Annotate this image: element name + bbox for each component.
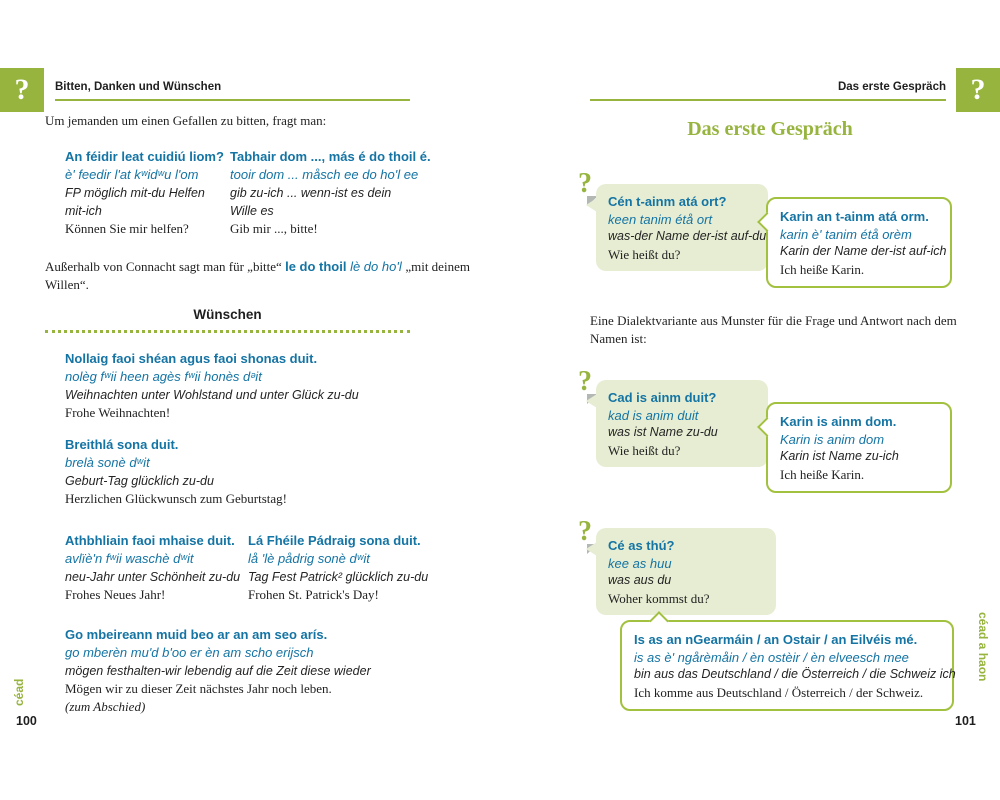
phonetic-line: Karin is anim dom (780, 431, 885, 447)
phonetic-line: è' feedir l'at kʷidʷu l'om (65, 167, 199, 182)
question-bubble (596, 528, 776, 615)
margin-label-left: céad (12, 678, 26, 706)
gloss-line: gib zu-ich ... wenn-ist es dein (230, 186, 392, 200)
irish-line: An féidir leat cuidiú liom? (65, 149, 224, 164)
note-irish-phrase: le do thoil (285, 259, 347, 274)
german-line: Ich heiße Karin. (780, 466, 865, 482)
irish-line: Karin is ainm dom. (780, 414, 897, 429)
german-line: Woher kommst du? (608, 590, 710, 606)
german-line: Wie heißt du? (608, 442, 681, 458)
irish-line: Cé as thú? (608, 538, 675, 553)
section-title: Wünschen (193, 307, 262, 322)
gloss-line: Wille es (230, 204, 274, 218)
irish-line: Is as an nGearmáin / an Ostair / an Eilvéis mé. (634, 632, 918, 647)
phonetic-line: is as è' ngårèmåin / èn ostèir / èn elveesch mee (634, 649, 909, 665)
gloss-line: Karin der Name der-ist auf-ich (780, 244, 947, 258)
phrase-block (248, 532, 428, 604)
phrase-block (65, 148, 225, 238)
phrase-block (230, 148, 431, 238)
dotted-divider (45, 330, 410, 333)
gloss-line: Karin ist Name zu-ich (780, 449, 899, 463)
question-bubble (596, 184, 768, 271)
page-number-left: 100 (16, 714, 37, 728)
phonetic-line: kad is anim duit (608, 407, 699, 423)
german-line: Können Sie mir helfen? (65, 221, 189, 236)
german-line: Gib mir ..., bitte! (230, 221, 318, 236)
german-line: Ich komme aus Deutschland / Österreich / der Schweiz. (634, 684, 924, 700)
phrase-block (65, 350, 415, 422)
german-line: Mögen wir zu dieser Zeit nächstes Jahr noch leben. (65, 681, 332, 696)
question-mark-icon (956, 68, 1000, 112)
bubble-tail (586, 198, 597, 212)
phonetic-line: tooir dom ... måsch ee do ho'l ee (230, 167, 419, 182)
bubble-tail (586, 394, 597, 408)
irish-line: Nollaig faoi shéan agus faoi shonas duit. (65, 351, 318, 366)
page-number-right: 101 (955, 714, 976, 728)
phonetic-line: kee as huu (608, 555, 672, 571)
question-mark-glyph: ? (970, 73, 986, 106)
gloss-line: mit-ich (65, 204, 102, 218)
irish-line: Lá Fhéile Pádraig sona duit. (248, 533, 421, 548)
header-rule-right (590, 99, 946, 101)
header-rule-left (55, 99, 410, 101)
answer-bubble (766, 197, 952, 288)
question-mark-glyph: ? (578, 516, 592, 547)
gloss-line: bin aus das Deutschland / die Österreich / die Schweiz ich (634, 667, 956, 681)
phonetic-line: go mberèn mu'd b'oo er èn am scho erijsch (65, 645, 314, 660)
irish-line: Tabhair dom ..., más é do thoil é. (230, 149, 431, 164)
phonetic-line: nolèg fʷii heen agès fʷii honès dᵊit (65, 369, 262, 384)
german-line: Wie heißt du? (608, 246, 681, 262)
question-mark-glyph: ? (14, 73, 30, 106)
irish-line: Breithlá sona duit. (65, 437, 179, 452)
running-header-right: Das erste Gespräch (837, 81, 946, 93)
irish-line: Go mbeireann muid beo ar an am seo arís. (65, 627, 328, 642)
phonetic-line: karin è' tanim étå orèm (780, 226, 912, 242)
german-line: Frohe Weihnachten! (65, 405, 171, 420)
intro-paragraph: Um jemanden um einen Gefallen zu bitten, fragt man: (45, 113, 327, 128)
bubble-tail (586, 542, 597, 556)
gloss-line: Tag Fest Patrick² glücklich zu-du (248, 570, 429, 584)
question-bubble (596, 380, 768, 467)
irish-line: Athbhliain faoi mhaise duit. (65, 533, 235, 548)
phrase-block (65, 436, 415, 508)
margin-label-right: céad a haon (976, 612, 990, 682)
irish-line: Cén t-ainm atá ort? (608, 194, 727, 209)
phonetic-line: lå 'lè pådrig sonè dʷit (248, 551, 370, 566)
phonetic-line: avlïè'n fʷii waschè dʷit (65, 551, 194, 566)
irish-line: Cad is ainm duit? (608, 390, 717, 405)
chapter-title: Das erste Gespräch (687, 118, 853, 140)
german-line: Ich heiße Karin. (780, 261, 865, 277)
phonetic-line: keen tanim étå ort (608, 211, 713, 227)
body-paragraph: Eine Dialektvariante aus Munster für die Frage und Antwort nach dem Namen ist: (590, 313, 957, 346)
gloss-line: Weihnachten unter Wohlstand und unter Glück zu-du (65, 388, 359, 402)
gloss-line: neu-Jahr unter Schönheit zu-du (65, 570, 241, 584)
gloss-line: Geburt-Tag glücklich zu-du (65, 474, 214, 488)
irish-line: Karin an t-ainm atá orm. (780, 209, 929, 224)
german-line: Herzlichen Glückwunsch zum Geburtstag! (65, 491, 288, 506)
running-header-left: Bitten, Danken und Wünschen (55, 81, 222, 93)
note-text: „mit deinem Willen“. (45, 259, 470, 292)
usage-note: (zum Abschied) (65, 699, 146, 714)
question-mark-glyph: ? (578, 168, 592, 199)
question-mark-glyph: ? (578, 366, 592, 397)
note-paragraph (45, 258, 475, 294)
answer-bubble (766, 402, 952, 493)
gloss-line: FP möglich mit-du Helfen (65, 186, 205, 200)
gloss-line: was aus du (608, 573, 672, 587)
gloss-line: mögen festhalten-wir lebendig auf die Zeit diese wieder (65, 664, 371, 678)
phrase-block (65, 626, 425, 716)
gloss-line: was-der Name der-ist auf-du (608, 229, 767, 243)
answer-bubble (620, 620, 954, 711)
question-mark-icon (0, 68, 44, 112)
phonetic-line: brelà sonè dʷit (65, 455, 150, 470)
phrase-block (65, 532, 243, 604)
german-line: Frohen St. Patrick's Day! (248, 587, 379, 602)
note-phonetic: lè do ho'l (346, 259, 406, 274)
note-text: Außerhalb von Connacht sagt man für „bitte“ (45, 259, 286, 274)
gloss-line: was ist Name zu-du (608, 425, 718, 439)
german-line: Frohes Neues Jahr! (65, 587, 166, 602)
